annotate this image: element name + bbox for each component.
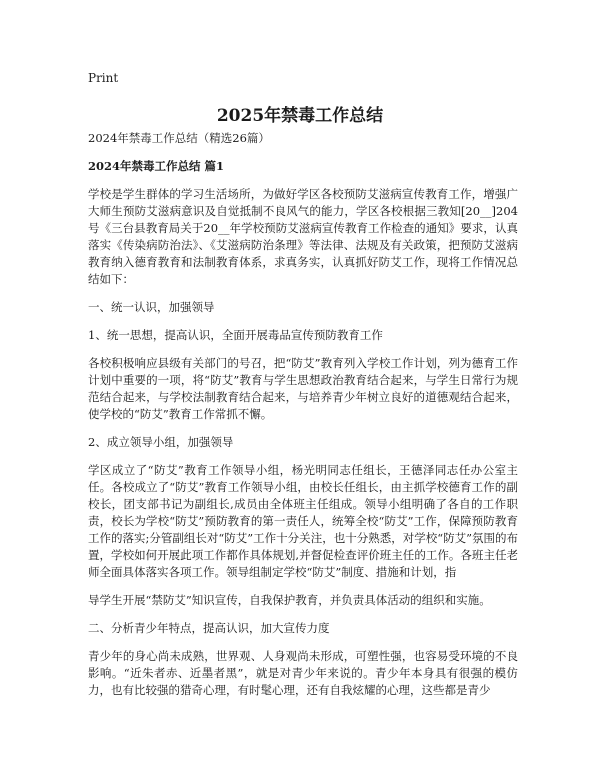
subheading-1: 1、统一思想，提高认识，全面开展毒品宣传预防教育工作: [88, 328, 383, 342]
heading-1: 一、统一认识，加强领导: [88, 300, 215, 314]
paragraph-intro: 学校是学生群体的学习生活场所，为做好学区各校预防艾滋病宣传教育工作，增强广大师生预防艾滋病意识及自觉抵制不良风气的能力，学区各校根据三教知[20__]204号《三台县教育局关于20__年学校预防艾滋病宣传教育工作检查的通知》要求，认真落实《传染病防治法》、《艾滋病防治条理》等法律、法规及有关政策，把预防艾滋病教育纳入德育教育和法制教育体系，求真务实，认真抓好防艾工作，现将工作情况总结如下：: [88, 187, 518, 286]
heading-2: 二、分析青少年特点，提高认识，加大宣传力度: [88, 621, 330, 635]
subheading-2: 2、成立领导小组，加强领导: [88, 435, 234, 449]
page-title: 2025年禁毒工作总结: [216, 106, 384, 126]
paragraph-body-2: 学区成立了“防艾”教育工作领导小组，杨光明同志任组长，王德泽同志任办公室主任。各校成立了“防艾”教育工作领导小组，由校长任组长，由主抓学校德育工作的副校长，团支部书记为副组长,成员由全体班主任组成。领导小组明确了各自的工作职责，校长为学校“防艾”预防教育的第一责任人，统筹全校“防艾”工作，保障预防教育工作的落实;分管副组长对“防艾”工作十分关注，也十分熟悉，对学校“防艾”氛围的布置，学校如何开展此项工作都作具体规划,并督促检查评价班主任的工作。各班主任老师全面具体落实各项工作。领导组制定学校“防艾”制度、措施和计划，指: [88, 463, 518, 579]
paragraph-body-1: 各校积极响应县级有关部门的号召，把“防艾”教育列入学校工作计划，列为德育工作计划中重要的一项，将“防艾”教育与学生思想政治教育结合起来，与学生日常行为规范结合起来，与学校法制教育结合起来，与培养青少年树立良好的道德观结合起来，使学校的“防艾”教育工作常抓不懈。: [88, 356, 518, 421]
document-subtitle: 2024年禁毒工作总结（精选26篇）: [88, 131, 270, 145]
document-body: [88, 130, 518, 710]
paragraph-body-4: 青少年的身心尚未成熟，世界观、人身观尚未形成，可塑性强，也容易受环境的不良影响。“近朱者赤、近墨者黑”，就是对青少年来说的。青少年本身具有很强的模仿力，也有比较强的猎奇心理，有时髦心理，还有自我炫耀的心理，这些都是青少: [88, 649, 518, 697]
paragraph-body-3: 导学生开展“禁防艾”知识宣传，自我保护教育，并负责具体活动的组织和实施。: [88, 593, 491, 607]
section-title: 2024年禁毒工作总结 篇1: [88, 159, 225, 173]
print-link[interactable]: Print: [88, 71, 119, 85]
